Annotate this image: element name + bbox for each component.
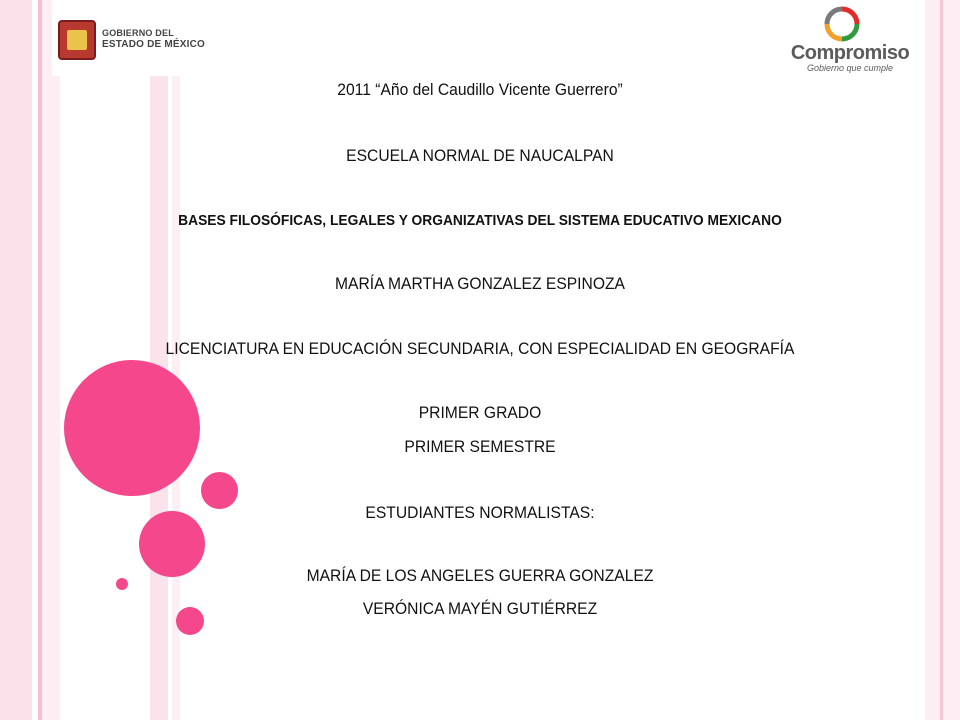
decorative-stripe: [42, 0, 60, 720]
degree-program: LICENCIATURA EN EDUCACIÓN SECUNDARIA, CON ESPECIALIDAD EN GEOGRAFÍA: [165, 339, 795, 358]
teacher-name: MARÍA MARTHA GONZALEZ ESPINOZA: [334, 274, 625, 293]
year-line: 2011 “Año del Caudillo Vicente Guerrero”: [337, 80, 623, 99]
state-seal-icon: [58, 20, 96, 60]
grade: PRIMER GRADO: [418, 403, 542, 422]
compromiso-logo: [780, 6, 920, 72]
students-heading: ESTUDIANTES NORMALISTAS:: [365, 503, 595, 522]
gov-logo-line2: ESTADO DE MÉXICO: [102, 39, 206, 50]
gov-logo-line1: GOBIERNO DEL: [102, 28, 174, 38]
course-title: BASES FILOSÓFICAS, LEGALES Y ORGANIZATIVAS DEL SISTEMA EDUCATIVO MEXICANO: [178, 212, 782, 229]
gobierno-estado-mexico-logo: [58, 20, 228, 64]
student-name-1: MARÍA DE LOS ANGELES GUERRA GONZALEZ: [306, 566, 654, 585]
compromiso-word: Compromiso: [790, 42, 910, 64]
compromiso-swirl-icon: [824, 6, 860, 42]
semester: PRIMER SEMESTRE: [404, 437, 556, 456]
decorative-stripe: [940, 0, 943, 720]
student-name-2: VERÓNICA MAYÉN GUTIÉRREZ: [362, 599, 598, 618]
decorative-circle: [64, 360, 200, 496]
decorative-stripe: [0, 0, 32, 720]
school-name: ESCUELA NORMAL DE NAUCALPAN: [346, 146, 614, 165]
gov-logo-text: [102, 28, 205, 50]
compromiso-tagline: Gobierno que cumple: [806, 63, 894, 73]
